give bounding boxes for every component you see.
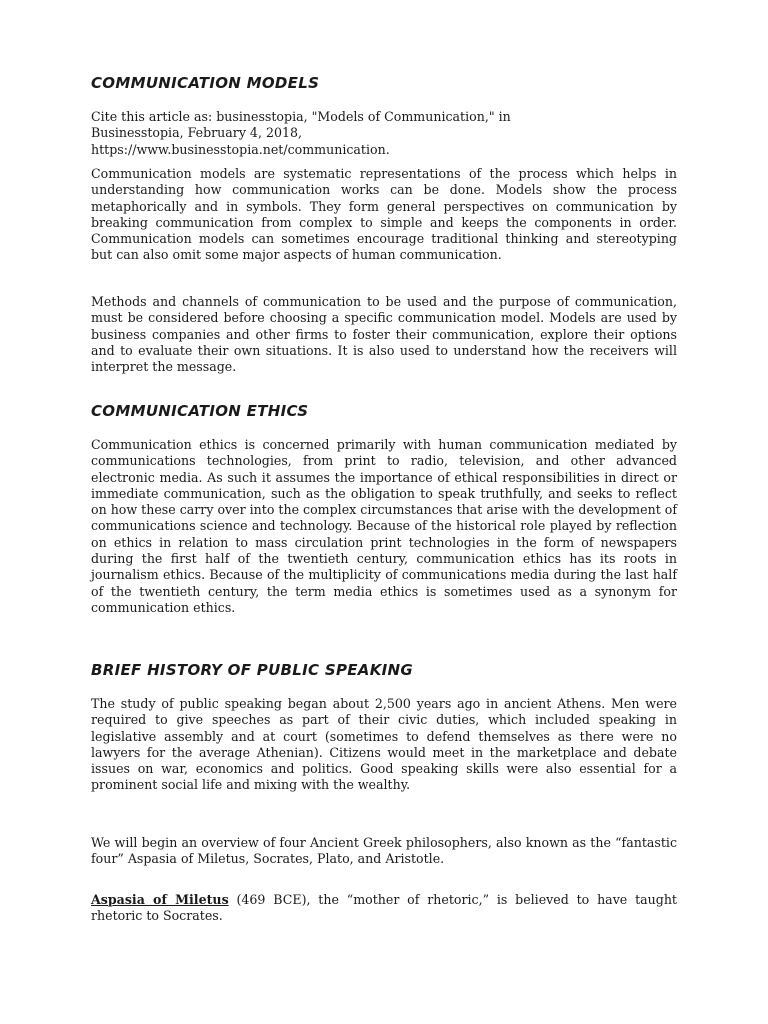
section-heading-ethics: COMMUNICATION ETHICS [91, 402, 309, 420]
section-heading-models: COMMUNICATION MODELS [91, 74, 320, 92]
models-paragraph-2: Methods and channels of communication to be used and the purpose of communication, must be considered before choosing a specific communication model. Models are used by business companies and other firms to foster their communication, explore their options and to evaluate their own situations. It is also used to understand how the receivers will interpret the message. [91, 294, 677, 375]
models-paragraph-1: Communication models are systematic representations of the process which helps in understanding how communication works can be done. Models show the process metaphorically and in symbols. They form general perspectives on communication by breaking communication from complex to simple and keeps the components in order. Communication models can sometimes encourage traditional thinking and stereotyping but can also omit some major aspects of human communication. [91, 166, 677, 263]
ethics-paragraph-1: Communication ethics is concerned primarily with human communication mediated by communications technologies, from print to radio, television, and other advanced electronic media. As such it assumes the importance of ethical responsibilities in direct or immediate communication, such as the obligation to speak truthfully, and seeks to reflect on how these carry over into the complex circumstances that arise with the development of communications science and technology. Because of the historical role played by reflection on ethics in relation to mass circulation print technologies in the form of newspapers during the first half of the twentieth century, communication ethics has its roots in journalism ethics. Because of the multiplicity of communications media during the last half of the twentieth century, the term media ethics is sometimes used as a synonym for communication ethics. [91, 437, 677, 615]
history-paragraph-2: We will begin an overview of four Ancient Greek philosophers, also known as the “fantastic four” Aspasia of Miletus, Socrates, Plato, and Aristotle. [91, 835, 677, 867]
citation-paragraph: Cite this article as: businesstopia, "Models of Communication," in Businesstopia, February 4, 2018, https://www.businesstopia.net/communication. [91, 109, 511, 157]
aspasia-name: Aspasia of Miletus [91, 892, 229, 907]
section-heading-history: BRIEF HISTORY OF PUBLIC SPEAKING [91, 661, 413, 679]
history-paragraph-3 [91, 892, 677, 925]
history-paragraph-1: The study of public speaking began about 2,500 years ago in ancient Athens. Men were required to give speeches as part of their civic duties, which included speaking in legislative assembly and at court (sometimes to defend themselves as there were no lawyers for the average Athenian). Citizens would meet in the marketplace and debate issues on war, economics and politics. Good speaking skills were also essential for a prominent social life and mixing with the wealthy. [91, 696, 677, 793]
aspasia-description: (469 BCE), the “mother of rhetoric,” is believed to have taught rhetoric to Socrates. [91, 892, 677, 924]
